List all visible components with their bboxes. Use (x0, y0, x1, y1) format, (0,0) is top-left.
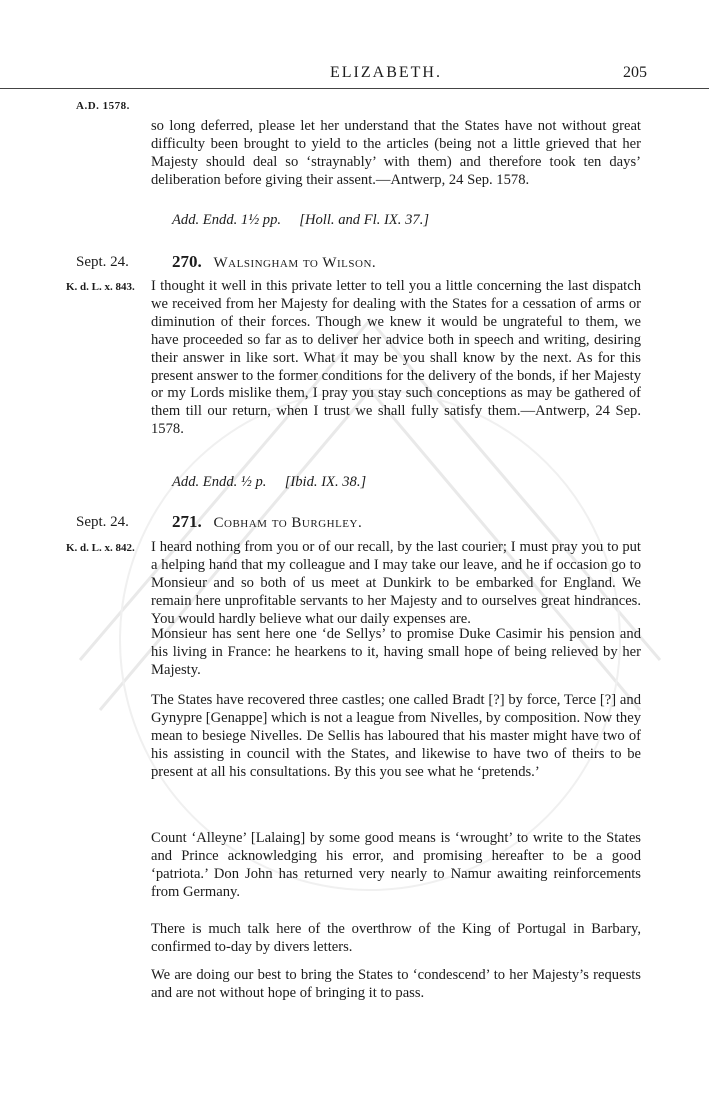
entry-paragraph: The States have recovered three castles; one called Bradt [?] by force, Terce [?] and Gynypre [Genappe] which is not a league from Nivelles, by composition. Now they mean to besiege Nivelles. De Sellis has laboured that his master might have two of his assisting in council with the States, and likewise to have two of theirs to be present at all his consultations. By this you see what he ‘pretends.’ (151, 692, 641, 780)
page-number: 205 (623, 64, 647, 81)
continuation-paragraph: so long deferred, please let her understand that the States have not without great difficulty been brought to yield to the articles (being not a little grieved that her Majesty should deal so ‘straynably’ with them) and therefore took ten days’ deliberation before giving their assent.—Antwerp, 24 Sep. 1578. (151, 118, 641, 188)
entry-ref: K. d. L. x. 842. (66, 542, 135, 554)
page-header (0, 62, 709, 89)
endorsement-desc: Add. Endd. 1½ pp. (172, 212, 282, 228)
endorsement-desc: Add. Endd. ½ p. (172, 474, 267, 490)
endorsement-ref: [Ibid. IX. 38.] (284, 474, 367, 490)
entry-paragraph: I thought it well in this private letter to tell you a little concerning the last dispatch we received from her Majesty for dealing with the States for a cessation of arms or diminution of their forces. Though we knew it would be ungrateful to them, we have proceeded so far as to deliver her advice both in speech and writing, desiring their answer in like sort. What it may be you shall know by the next. As for this present answer to the former conditions for the delivery of the bonds, if her Majesty or my Lords mislike them, I pray you stay such conceptions as may be gathered of them till our return, when I trust we shall fully satisfy them.—Antwerp, 24 Sep. 1578. (151, 278, 641, 438)
entry-number: 271. (172, 512, 202, 531)
entry-paragraph: We are doing our best to bring the States to ‘condescend’ to her Majesty’s requests and are not without hope of bringing it to pass. (151, 967, 641, 1001)
entry-heading (172, 512, 362, 532)
endorsement-ref: [Holl. and Fl. IX. 37.] (299, 212, 430, 228)
entry-paragraph: There is much talk here of the overthrow of the King of Portugal in Barbary, confirmed to-day by divers letters. (151, 921, 641, 955)
entry-paragraph: I heard nothing from you or of our recall, by the last courier; I must pray you to put a helping hand that my colleague and I may take our leave, and he if occasion go to Monsieur and so both of us meet at Dunkirk to be embarked for England. We remain here unprofitable servants to her Majesty and to ourselves great hindrances. You would hardly believe what our daily expenses are. (151, 539, 641, 627)
entry-endorsement (172, 474, 366, 491)
entry-number: 270. (172, 252, 202, 271)
entry-paragraph: Count ‘Alleyne’ [Lalaing] by some good means is ‘wrought’ to write to the States and Prince acknowledging his error, and promising hereafter to be a good ‘patriota.’ Don John has returned very nearly to Namur awaiting reinforcements from Germany. (151, 830, 641, 900)
entry-date: Sept. 24. (76, 514, 129, 530)
running-title: ELIZABETH. (330, 64, 442, 81)
entry-title: Walsingham to Wilson. (213, 255, 377, 271)
entry-title: Cobham to Burghley. (213, 515, 363, 531)
entry-ref: K. d. L. x. 843. (66, 281, 135, 293)
entry-heading (172, 252, 376, 272)
entry-paragraph: Monsieur has sent here one ‘de Sellys’ to promise Duke Casimir his pension and his living in France: he hearkens to it, having small hope of being relieved by her Majesty. (151, 626, 641, 678)
continuation-endorsement (172, 212, 429, 229)
entry-date: Sept. 24. (76, 254, 129, 270)
margin-year: A.D. 1578. (76, 100, 130, 112)
